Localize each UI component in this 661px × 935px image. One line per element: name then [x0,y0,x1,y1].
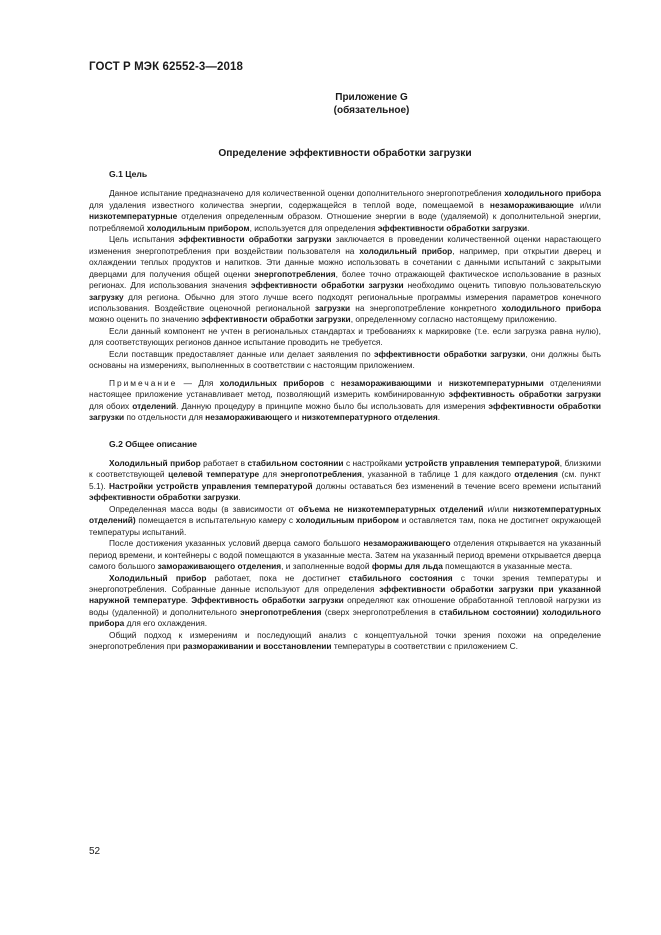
defined-term: эффективности обработки загрузки [373,348,526,359]
defined-term: низкотемпературные [89,211,178,222]
note-paragraph: Примечание — Для холодильных приборов с незамораживающими и низкотемпературными отделениями настоящее приложение устанавливает метод, позволяющий измерить комбинированную эффективность обработки загрузки для обоих отделений. Данную процедуру в принципе можно было бы использовать для измерения эффективности обработки загрузки по отдельности для незамораживающего и низкотемпературного отделения. [89,377,601,423]
annex-heading [0,91,661,117]
defined-term: эффективности обработки загрузки [377,222,528,233]
defined-term: незамораживающего [205,412,293,423]
paragraph: Данное испытание предназначено для количественной оценки дополнительного энергопотребления холодильного прибора для удаления известного количества энергии, содержащейся в теплой воде, помещаемой в незамораживающие и/или низкотемпературные отделения определенным образом. Отношение энергии в воде (удаляемой) к дополнительной энергии, потребляемой холодильным прибором, используется для определения эффективности обработки загрузки. [89,188,601,233]
defined-term: загрузки [315,302,351,313]
paragraph: Определенная масса воды (в зависимости от объема не низкотемпературных отделений и/или низкотемпературных отделений) помещается в испытательную камеру с холодильным прибором и оставляется там, пока не достигнет окружающей температуры испытаний. [89,503,602,537]
defined-term: эффективности обработки загрузки [178,234,332,245]
defined-term: Эффективность обработки загрузки [191,595,344,606]
paragraph: Если поставщик предоставляет данные или делает заявления по эффективности обработки загрузки, они должны быть основаны на измерениях, выполненных в соответствии с настоящим приложением. [89,348,601,371]
section-heading-g2: G.2 Общее описание [109,438,198,449]
defined-term: холодильных приборов [219,377,325,388]
paragraph: Холодильный прибор работает, пока не достигнет стабильного состояния с точки зрения температуры и энергопотребления. Собранные данные используют для определения эффективности обработки загрузки при указанной наружной температуре. Эффективность обработки загрузки определяют как отношение обработанной тепловой нагрузки из воды (удаленной) и дополнительного энергопотребления (сверх энергопотребления в стабильном состоянии) холодильного прибора для его охлаждения. [89,572,602,629]
defined-term: загрузку [89,291,124,302]
defined-term: низкотемпературного отделения [301,412,438,423]
defined-term: отделений [132,400,177,411]
paragraph: Холодильный прибор работает в стабильном состоянии с настройками устройств управления температурой, близкими к соответствующей целевой температуре для энергопотребления, указанной в таблице 1 для каждого отделения (см. пункт 5.1). Настройки устройств управления температурой должны оставаться без изменений в течение всего времени испытаний эффективности обработки загрузки. [89,457,601,503]
defined-term: объема не низкотемпературных отделений [298,503,484,514]
defined-term: отделения [514,469,559,480]
page-number: 52 [89,846,101,857]
defined-term: замораживающего отделения [157,561,282,572]
annex-status: (обязательное) [333,105,410,116]
defined-term: стабильном состоянии [247,457,344,468]
defined-term: эффективность обработки загрузки [448,389,601,400]
defined-term: стабильного состояния [348,572,453,583]
annex-title: Приложение G [335,92,408,103]
section-heading-g1: G.1 Цель [109,169,148,179]
defined-term: формы для льда [371,561,443,572]
defined-term: незамораживающего [363,538,451,549]
document-title: Определение эффективности обработки загрузки [218,148,472,159]
defined-term: эффективности обработки загрузки [89,400,601,423]
defined-term: холодильным прибором [146,222,250,233]
document-body [89,169,601,653]
defined-term: низкотемпературных отделений) [89,503,601,526]
defined-term: холодильного прибора [504,188,601,199]
defined-term: энергопотребления [240,606,322,617]
paragraph: Если данный компонент не учтен в региональных стандартах и требованиях к маркировке (т.е. если загрузка равна нулю), для соответствующих регионов данное испытание проводить не требуется. [89,325,601,348]
defined-term: холодильного прибора [89,606,602,629]
defined-term: холодильный прибор [359,245,453,256]
defined-term: Настройки устройств управления температурой [108,480,313,491]
defined-term: холодильным прибором [295,515,399,526]
standard-designation: ГОСТ Р МЭК 62552-3—2018 [89,61,243,73]
paragraph: После достижения указанных условий дверца самого большого незамораживающего отделения открывается на указанный период времени, и контейнеры с водой помещаются в указанные места. Затем на указанный период времени открывается дверца самого большого замораживающего отделения, и заполненные водой формы для льда помещаются в указанные места. [89,538,601,572]
defined-term: эффективности обработки загрузки [201,314,351,325]
note-label: Примечание [109,377,178,388]
defined-term: Холодильный прибор [109,572,207,583]
defined-term: энергопотребления [254,268,336,279]
defined-term: незамораживающими [340,377,432,388]
defined-term: эффективности обработки загрузки [251,280,404,291]
defined-term: размораживании и восстановлении [182,641,332,652]
defined-term: Холодильный прибор [109,457,201,468]
defined-term: холодильного прибора [501,302,601,313]
defined-term: стабильном состоянии) [439,606,539,617]
defined-term: эффективности обработки загрузки [89,492,239,503]
defined-term: низкотемпературными [448,377,544,388]
paragraph: Общий подход к измерениям и последующий анализ с концептуальной точки зрения похожи на определение энергопотребления при размораживании и восстановлении температуры в соответствии с приложением С. [89,629,601,652]
defined-term: устройств управления температурой [404,457,560,468]
paragraph: Цель испытания эффективности обработки загрузки заключается в проведении количественной оценки нарастающего изменения энергопотребления при воздействии пользователя на холодильный прибор, например, при открытии дверец и охлаждении теплых продуктов и напитков. Эти данные можно использовать в сочетании с данными испытаний с закрытыми дверцами для получения общей оценки энергопотребления, более точно отражающей фактическое использование в разных регионах. Для использования значения эффективности обработки загрузки необходимо оценить типовую пользовательскую загрузку для региона. Обычно для этого лучше всего подходят региональные программы измерения параметров конечного использования. Воздействие оценочной региональной загрузки на энергопотребление конкретного холодильного прибора можно оценить по значению эффективности обработки загрузки, определенному согласно настоящему приложению. [89,234,601,325]
defined-term: незамораживающие [489,199,574,210]
defined-term: эффективности обработки загрузки при указанной наружной температуре [89,583,601,606]
defined-term: энергопотребления [280,469,362,480]
defined-term: целевой температуре [168,469,260,480]
